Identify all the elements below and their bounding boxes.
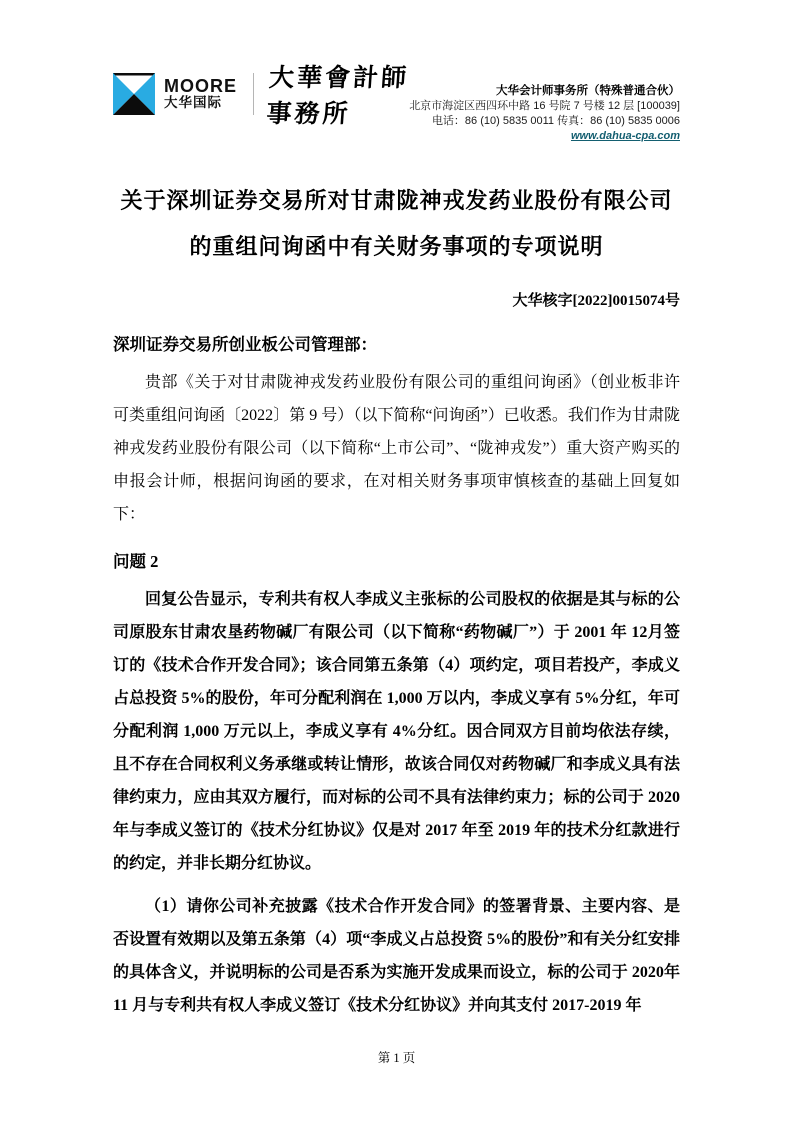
brand-name: MOORE bbox=[164, 75, 238, 96]
brand-text bbox=[164, 77, 237, 111]
salutation: 深圳证券交易所创业板公司管理部： bbox=[113, 335, 377, 354]
firm-address: 北京市海淀区西四环中路 16 号院 7 号楼 12 层 [100039] bbox=[409, 100, 680, 112]
intro-paragraph: 贵部《关于对甘肃陇神戎发药业股份有限公司的重组问询函》（创业板非许可类重组问询函〔2022〕第 9 号）（以下简称“问询函”）已收悉。我们作为甘肃陇神戎发药业股份有限公司（以下简称“上市公司”、“陇神戎发”）重大资产购买的申报会计师，根据问询函的要求，在对相关财务事项审慎核查的基础上回复如下： bbox=[113, 374, 680, 523]
logo-group bbox=[113, 58, 409, 130]
title-line-1: 关于深圳证券交易所对甘肃陇神戎发药业股份有限公司 bbox=[120, 188, 673, 213]
document-title bbox=[113, 178, 680, 270]
firm-calligraphy-name: 大華會計師事務所 bbox=[265, 63, 410, 128]
firm-phone-fax: 电话：86 (10) 5835 0011 传真：86 (10) 5835 0006 bbox=[431, 115, 680, 127]
question-heading: 问题 2 bbox=[113, 552, 159, 571]
website-row bbox=[409, 129, 680, 144]
brand-subtitle: 大华国际 bbox=[164, 95, 222, 111]
firm-name: 大华会计师事务所（特殊普通合伙） bbox=[496, 85, 680, 97]
website-link[interactable]: www.dahua-cpa.com bbox=[570, 130, 680, 142]
title-line-2: 的重组问询函中有关财务事项的专项说明 bbox=[189, 234, 604, 259]
logo-divider bbox=[253, 73, 254, 115]
letterhead bbox=[113, 56, 680, 144]
moore-logo-icon bbox=[113, 73, 155, 115]
question-subitem-paragraph: （1）请你公司补充披露《技术合作开发合同》的签署背景、主要内容、是否设置有效期以及第五条第（4）项“李成义占总投资 5%的股份”和有关分红安排的具体含义，并说明标的公司是否系为实施开发成果而设立，标的公司于 2020年 11 月与专利共有权人李成义签订《技术分红协议》并向其支付 2017-2019 年 bbox=[113, 898, 680, 1014]
page-number: 第 1 页 bbox=[377, 1051, 416, 1065]
contact-block bbox=[409, 84, 680, 144]
question-body-paragraph: 回复公告显示，专利共有权人李成义主张标的公司股权的依据是其与标的公司原股东甘肃农垦药物碱厂有限公司（以下简称“药物碱厂”）于 2001 年 12月签订的《技术合作开发合同》；该合同第五条第（4）项约定，项目若投产，李成义占总投资 5%的股份，年可分配利润在 1,000 万以内，李成义享有 5%分红，年可分配利润 1,000 万元以上，李成义享有 4%分红。因合同双方目前均依法存续，且不存在合同权利义务承继或转让情形，故该合同仅对药物碱厂和李成义具有法律约束力，应由其双方履行，而对标的公司不具有法律约束力；标的公司于 2020 年与李成义签订的《技术分红协议》仅是对 2017 年至 2019 年的技术分红款进行的约定，并非长期分红协议。 bbox=[113, 591, 680, 872]
reference-number: 大华核字[2022]0015074号 bbox=[512, 293, 680, 309]
